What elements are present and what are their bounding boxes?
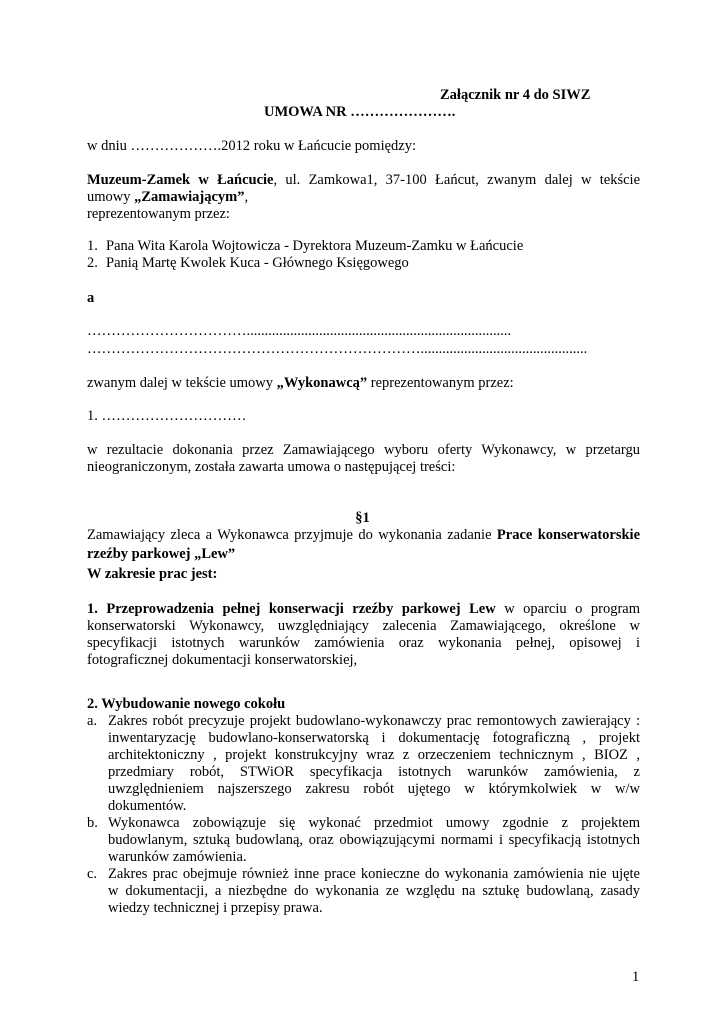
item-1-line-3: specyfikacji istotnych warunków zamówienia oraz wykonania pełnej, opisowej i (87, 635, 640, 651)
contractor-blank-line-2: …………………………………………………………….............................................. (87, 341, 588, 357)
contractor-prefix: zwanym dalej w tekście umowy (87, 375, 277, 391)
sub-b-label: b. (87, 815, 98, 831)
item-2-heading: 2. Wybudowanie nowego cokołu (87, 696, 286, 712)
sub-c-label: c. (87, 866, 98, 882)
sub-a-line-6: dokumentów. (108, 798, 187, 814)
representative-1-number: 1. (87, 238, 98, 254)
client-line2-prefix: umowy (87, 189, 135, 205)
sub-a-line-4: przedmiary robót, STWiOR specyfikacja istotnych warunków zamówienia, z (108, 764, 640, 780)
sub-a-label: a. (87, 713, 98, 729)
section-1-heading: §1 (355, 510, 370, 526)
representative-1: Pana Wita Karola Wojtowicza - Dyrektora Muzeum-Zamku w Łańcucie (106, 238, 524, 254)
contractor-suffix: reprezentowanym przez: (367, 375, 514, 391)
client-address: , ul. Zamkowa1, 37-100 Łańcut, zwanym dalej w tekście (273, 172, 641, 188)
attachment-label: Załącznik nr 4 do SIWZ (440, 87, 591, 103)
sub-a-line-2: inwentaryzację budowlano-konserwatorską i dokumentację fotograficzną , projekt (108, 730, 640, 746)
sub-c-line-2: w dokumentacji, a niezbędne do wykonania ze względu na sztukę budowlaną, zasady (108, 883, 640, 899)
sub-b-line-1: Wykonawca zobowiązuje się wykonać przedmiot umowy zgodnie z projektem (108, 815, 640, 831)
contractor-represented-line (87, 375, 514, 392)
sub-b-line-2: budowlanym, sztuką budowlaną, oraz obowiązującymi normami i specyfikacją istotnych (108, 832, 640, 848)
item-1-line-1 (87, 601, 640, 618)
sub-c-line-1: Zakres prac obejmuje również inne prace konieczne do wykonania zamówienia nie ujęte (108, 866, 640, 882)
item-1-line-1-rest: w oparciu o program (495, 601, 640, 617)
client-name: Muzeum-Zamek w Łańcucie (87, 172, 274, 188)
item-1-line-4: fotograficznej dokumentacji konserwatorskiej, (87, 652, 358, 668)
task-name-part2: rzeźby parkowej „Lew” (87, 546, 236, 562)
section-1-line-1 (87, 527, 640, 544)
and-label: a (87, 290, 95, 306)
scope-heading: W zakresie prac jest: (87, 566, 218, 582)
client-paragraph-line2 (87, 189, 248, 206)
contractor-role-label: „Wykonawcą” (276, 375, 368, 391)
date-line: w dniu ……………….2012 roku w Łańcucie pomiędzy: (87, 138, 417, 154)
representative-2: Panią Martę Kwolek Kuca - Głównego Księgowego (106, 255, 409, 271)
representative-2-number: 2. (87, 255, 98, 271)
contractor-representative-line: 1. ………………………… (87, 408, 247, 424)
sub-c-line-3: wiedzy technicznej i przepisy prawa. (108, 900, 323, 916)
section-1-text: Zamawiający zleca a Wykonawca przyjmuje do wykonania zadanie (87, 527, 497, 543)
sub-a-line-1: Zakres robót precyzuje projekt budowlano-wykonawczy prac remontowych zawierający : (108, 713, 640, 729)
intro-line-1: w rezultacie dokonania przez Zamawiającego wyboru oferty Wykonawcy, w przetargu (87, 442, 640, 458)
task-name-part1: Prace konserwatorskie (496, 527, 641, 543)
sub-a-line-5: uwzględnieniem najszerszego zakresu robót ujętego w którymkolwiek w w/w (108, 781, 640, 797)
page-number: 1 (632, 969, 640, 985)
client-represented-by: reprezentowanym przez: (87, 206, 230, 222)
client-role-label: „Zamawiającym” (134, 189, 245, 205)
client-line2-suffix: , (244, 189, 249, 205)
contract-title: UMOWA NR …………………. (264, 104, 456, 120)
client-paragraph-line1 (87, 172, 640, 189)
intro-line-2: nieograniczonym, została zawarta umowa o następującej treści: (87, 459, 456, 475)
sub-b-line-3: warunków zamówienia. (108, 849, 247, 865)
item-1-title: 1. Przeprowadzenia pełnej konserwacji rzeźby parkowej Lew (87, 601, 496, 617)
sub-a-line-3: architektoniczny , projekt konstrukcyjny wraz z orzeczeniem technicznym , BIOZ , (108, 747, 640, 763)
contractor-blank-line-1: ……………………………......................................................................... (87, 323, 512, 339)
item-1-line-2: konserwatorski Wykonawcy, uwzględniający zalecenia Zamawiającego, określone w (87, 618, 640, 634)
